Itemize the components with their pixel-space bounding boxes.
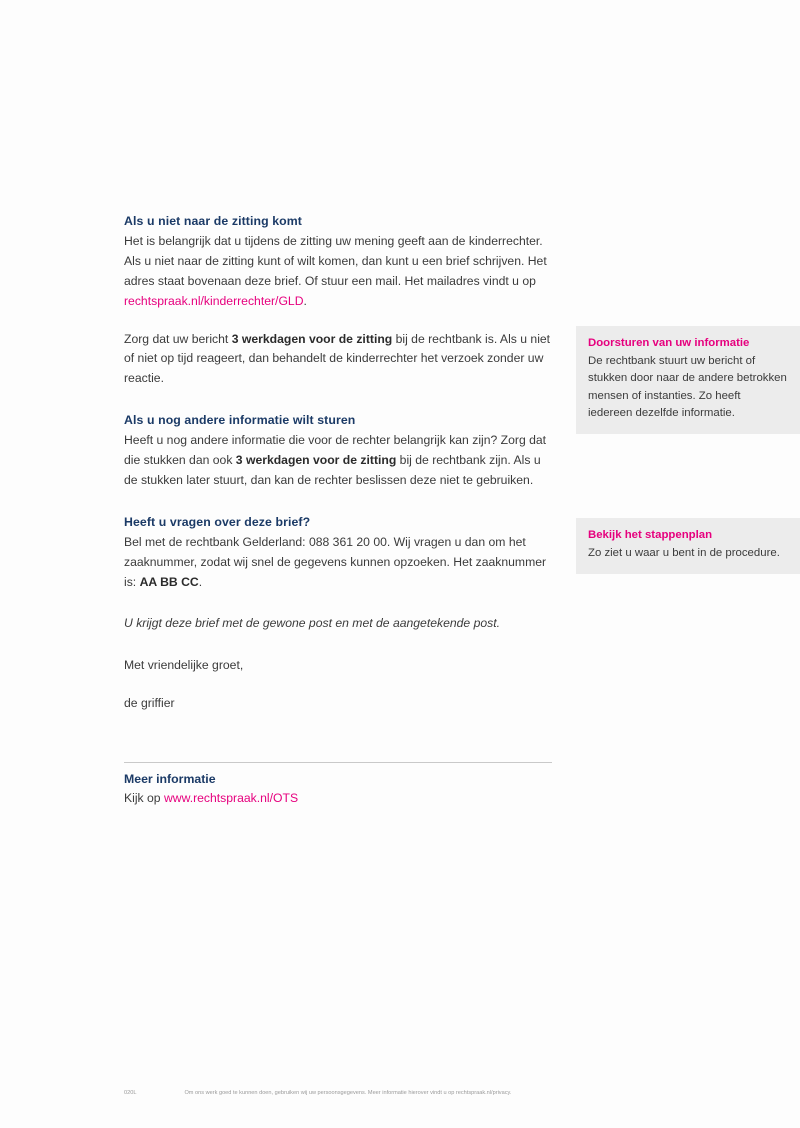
footer-page-number: 020L	[124, 1090, 137, 1096]
more-information-heading: Meer informatie	[124, 772, 216, 786]
footer-privacy-text: Om ons werk goed te kunnen doen, gebruiken wij uw persoonsgegevens. Meer informatie hierover vindt u op rechtspraak.nl/privacy.	[184, 1090, 512, 1096]
text-run: bij de rechtbank zijn. Als u de stukken later stuurt, dan kan de rechter beslissen deze niet te gebruiken.	[124, 453, 541, 487]
paragraph-andere-informatie	[124, 431, 552, 490]
spacer	[124, 592, 552, 614]
text-run-zaaknummer: AA BB CC	[139, 574, 199, 589]
page-footer	[124, 1090, 800, 1098]
letter-body	[124, 212, 552, 714]
text-run: .	[198, 574, 203, 589]
spacer	[124, 676, 552, 694]
section-divider	[124, 762, 552, 763]
section-heading-andere-informatie: Als u nog andere informatie wilt sturen	[124, 412, 356, 427]
section-heading-niet-naar-zitting: Als u niet naar de zitting komt	[124, 214, 303, 228]
paragraph-afzender: de griffier	[124, 695, 175, 710]
paragraph-groet: Met vriendelijke groet,	[124, 658, 244, 673]
note-doorsturen	[576, 326, 800, 434]
note-body: De rechtbank stuurt uw bericht of stukken door naar de andere betrokken mensen of instanties. Zo heeft iedereen dezelfde informatie.	[588, 355, 787, 420]
more-information-text	[124, 789, 552, 809]
spacer	[124, 634, 552, 656]
paragraph-niet-naar-zitting	[124, 232, 552, 311]
text-run: Bel met de rechtbank Gelderland: 088 361 20 00. Wij vragen u dan om het zaaknummer, zodat wij snel de gegevens kunnen opzoeken. Het zaaknummer is:	[124, 534, 547, 589]
link-rechtspraak-ots[interactable]: www.rechtspraak.nl/OTS	[163, 791, 299, 806]
text-run: Kijk op	[124, 791, 164, 806]
text-run-bold: 3 werkdagen voor de zitting	[231, 331, 393, 346]
section-heading-vragen: Heeft u vragen over deze brief?	[124, 514, 311, 529]
paragraph-vragen	[124, 533, 552, 592]
spacer	[124, 312, 552, 330]
spacer	[124, 491, 552, 513]
text-run: Zorg dat uw bericht	[124, 331, 232, 346]
text-run: Het is belangrijk dat u tijdens de zitting uw mening geeft aan de kinderrechter. Als u niet naar de zitting kunt of wilt komen, dan kunt u een brief schrijven. Het adres staat bovenaan deze brief. Of stuur een mail. Het mailadres vindt u op	[124, 234, 547, 288]
text-run: Heeft u nog andere informatie die voor de rechter belangrijk kan zijn? Zorg dat die stukken dan ook	[124, 433, 547, 467]
paragraph-bericht-termijn	[124, 330, 552, 389]
link-rechtspraak-kinderrechter[interactable]: rechtspraak.nl/kinderrechter/GLD	[124, 293, 304, 308]
text-run: bij de rechtbank is. Als u niet of niet op tijd reageert, dan behandelt de kinderrechter het verzoek zonder uw reactie.	[124, 331, 551, 386]
paragraph-post: U krijgt deze brief met de gewone post en met de aangetekende post.	[124, 616, 501, 631]
note-title: Bekijk het stappenplan	[588, 529, 713, 541]
note-stappenplan	[576, 518, 800, 574]
spacer	[124, 389, 552, 411]
text-run: .	[303, 293, 307, 308]
note-title: Doorsturen van uw informatie	[588, 337, 750, 349]
more-information-block	[124, 770, 552, 809]
text-run-bold: 3 werkdagen voor de zitting	[235, 453, 397, 467]
note-body: Zo ziet u waar u bent in de procedure.	[588, 547, 780, 560]
